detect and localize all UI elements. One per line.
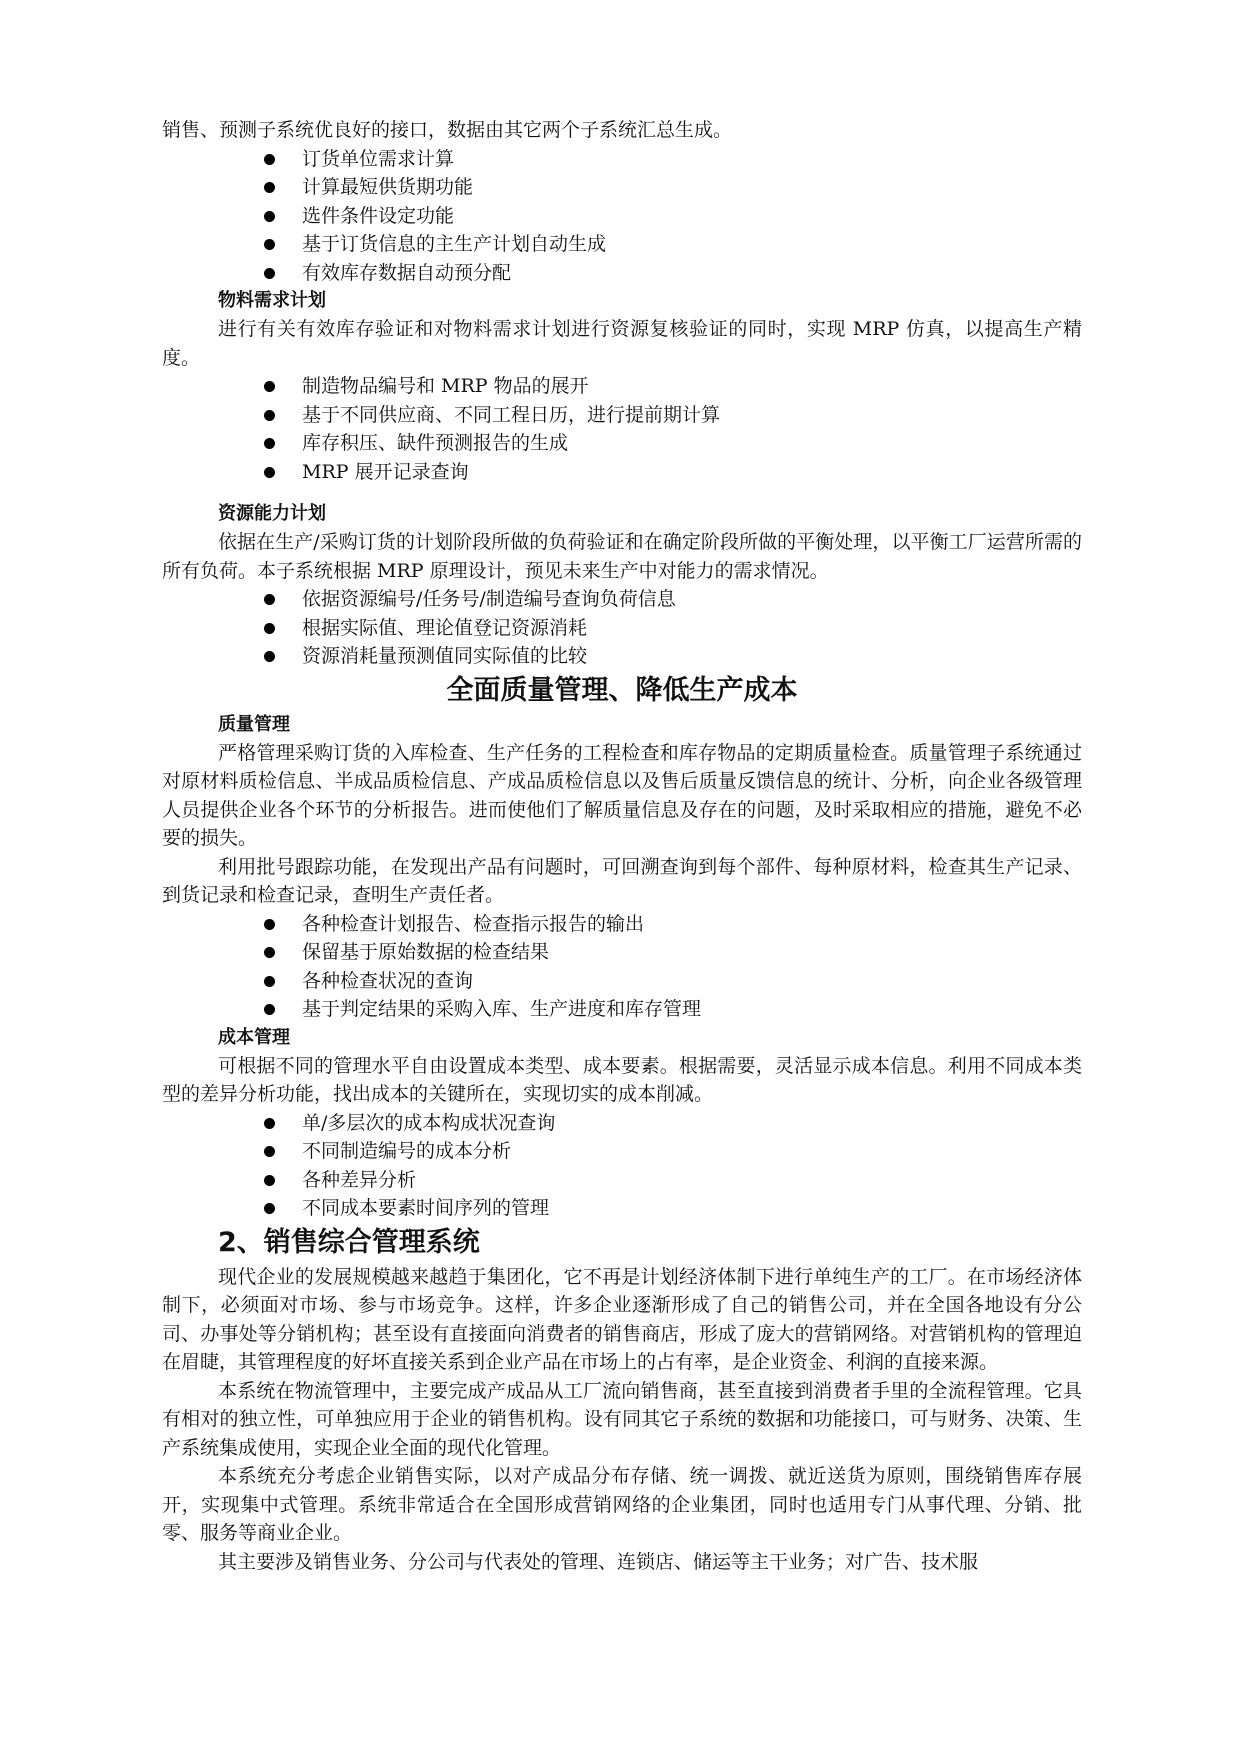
list-item: 基于订货信息的主生产计划自动生成 — [262, 230, 1082, 259]
list-item: 各种检查计划报告、检查指示报告的输出 — [262, 910, 1082, 939]
bullet-icon — [264, 623, 275, 634]
bullet-icon — [264, 211, 275, 222]
bullet-icon — [264, 1118, 275, 1129]
bullet-icon — [264, 154, 275, 165]
bullet-icon — [264, 410, 275, 421]
heading-quality: 质量管理 — [218, 713, 290, 735]
document-body — [162, 116, 1082, 1576]
bullet-icon — [264, 947, 275, 958]
bullet-icon — [264, 438, 275, 449]
quality-paragraph-2: 利用批号跟踪功能，在发现出产品有问题时，可回溯查询到每个部件、每种原材料，检查其生产记录、到货记录和检查记录，查明生产责任者。 — [162, 855, 1082, 906]
list-item: MRP 展开记录查询 — [262, 458, 1082, 487]
heading-mrp: 物料需求计划 — [218, 290, 326, 311]
bullet-list-quality — [162, 910, 1082, 1024]
bullet-icon — [264, 594, 275, 605]
list-item: 基于判定结果的采购入库、生产进度和库存管理 — [262, 995, 1082, 1024]
list-item: 不同制造编号的成本分析 — [262, 1137, 1082, 1166]
list-item: 依据资源编号/任务号/制造编号查询负荷信息 — [262, 585, 1082, 614]
bullet-list-cost — [162, 1109, 1082, 1223]
heading-tqm: 全面质量管理、降低生产成本 — [446, 674, 798, 706]
bullet-icon — [264, 919, 275, 930]
list-item: 选件条件设定功能 — [262, 202, 1082, 231]
sales-paragraph-4: 其主要涉及销售业务、分公司与代表处的管理、连锁店、储运等主干业务；对广告、技术服 — [218, 1550, 979, 1573]
bullet-icon — [264, 239, 275, 250]
list-item: 各种检查状况的查询 — [262, 967, 1082, 996]
sales-paragraph-1: 现代企业的发展规模越来越趋于集团化，它不再是计划经济体制下进行单纯生产的工厂。在市场经济体制下，必须面对市场、参与市场竞争。这样，许多企业逐渐形成了自己的销售公司，并在全国各地设有分公司、办事处等分销机构；甚至设有直接面向消费者的销售商店，形成了庞大的营销网络。对营销机构的管理迫在眉睫，其管理程度的好坏直接关系到企业产品在市场上的占有率，是企业资金、利润的直接来源。 — [162, 1265, 1082, 1373]
mrp-paragraph: 进行有关有效库存验证和对物料需求计划进行资源复核验证的同时，实现 MRP 仿真，以提高生产精度。 — [162, 318, 1082, 369]
bullet-list-order — [162, 145, 1082, 288]
bullet-list-capacity — [162, 585, 1082, 671]
bullet-icon — [264, 1203, 275, 1214]
intro-line: 销售、预测子系统优良好的接口，数据由其它两个子系统汇总生成。 — [162, 119, 733, 141]
list-item: 库存积压、缺件预测报告的生成 — [262, 429, 1082, 458]
sales-paragraph-2: 本系统在物流管理中，主要完成产成品从工厂流向销售商，甚至直接到消费者手里的全流程管理。它具有相对的独立性，可单独应用于企业的销售机构。设有同其它子系统的数据和功能接口，可与财务、决策、生产系统集成使用，实现企业全面的现代化管理。 — [162, 1379, 1082, 1459]
list-item: 订货单位需求计算 — [262, 145, 1082, 174]
list-item: 不同成本要素时间序列的管理 — [262, 1194, 1082, 1223]
list-item: 单/多层次的成本构成状况查询 — [262, 1109, 1082, 1138]
bullet-icon — [264, 381, 275, 392]
list-item: 基于不同供应商、不同工程日历，进行提前期计算 — [262, 401, 1082, 430]
bullet-icon — [264, 1146, 275, 1157]
bullet-icon — [264, 268, 275, 279]
bullet-icon — [264, 1004, 275, 1015]
sales-paragraph-3: 本系统充分考虑企业销售实际，以对产成品分布存储、统一调拨、就近送货为原则，围绕销售库存展开，实现集中式管理。系统非常适合在全国形成营销网络的企业集团，同时也适用专门从事代理、分销、批零、服务等商业企业。 — [162, 1465, 1082, 1544]
bullet-icon — [264, 1175, 275, 1186]
cost-paragraph: 可根据不同的管理水平自由设置成本类型、成本要素。根据需要，灵活显示成本信息。利用不同成本类型的差异分析功能，找出成本的关键所在，实现切实的成本削减。 — [162, 1054, 1082, 1105]
bullet-icon — [264, 651, 275, 662]
list-item: 计算最短供货期功能 — [262, 173, 1082, 202]
bullet-icon — [264, 976, 275, 987]
list-item: 有效库存数据自动预分配 — [262, 259, 1082, 288]
bullet-list-mrp — [162, 372, 1082, 486]
heading-cost: 成本管理 — [218, 1026, 290, 1048]
heading-capacity: 资源能力计划 — [218, 503, 326, 524]
list-item: 根据实际值、理论值登记资源消耗 — [262, 614, 1082, 643]
quality-paragraph-1: 严格管理采购订货的入库检查、生产任务的工程检查和库存物品的定期质量检查。质量管理子系统通过对原材料质检信息、半成品质检信息、产成品质检信息以及售后质量反馈信息的统计、分析，向企业各级管理人员提供企业各个环节的分析报告。进而使他们了解质量信息及存在的问题，及时采取相应的措施，避免不必要的损失。 — [162, 741, 1082, 849]
list-item: 各种差异分析 — [262, 1166, 1082, 1195]
list-item: 制造物品编号和 MRP 物品的展开 — [262, 372, 1082, 401]
list-item: 资源消耗量预测值同实际值的比较 — [262, 642, 1082, 671]
heading-sales-system: 2、销售综合管理系统 — [218, 1226, 480, 1258]
bullet-icon — [264, 467, 275, 478]
bullet-icon — [264, 182, 275, 193]
list-item: 保留基于原始数据的检查结果 — [262, 938, 1082, 967]
capacity-paragraph: 依据在生产/采购订货的计划阶段所做的负荷验证和在确定阶段所做的平衡处理，以平衡工厂运营所需的所有负荷。本子系统根据 MRP 原理设计，预见未来生产中对能力的需求情况。 — [162, 531, 1082, 582]
